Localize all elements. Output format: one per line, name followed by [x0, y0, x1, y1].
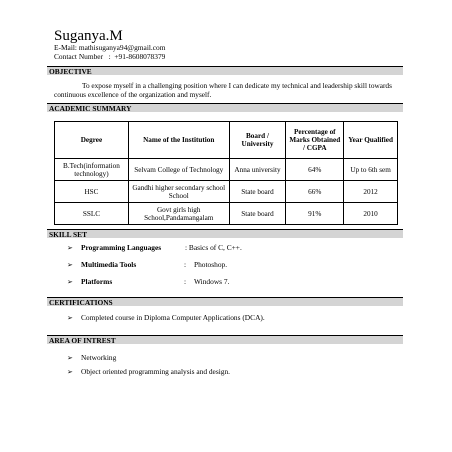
interest-text: Networking	[81, 353, 117, 362]
arrow-bullet-icon: ➢	[67, 261, 73, 269]
skill-separator: :	[184, 260, 187, 269]
contact-label: Contact Number	[54, 51, 104, 61]
cell-institution: Gandhi higher secondary school School	[128, 181, 229, 203]
phone-row	[54, 53, 166, 62]
cell-degree: SSLC	[55, 203, 129, 225]
cell-year: 2010	[344, 203, 398, 225]
section-header-interest: AREA OF INTREST	[47, 335, 403, 344]
cell-year: Up to 6th sem	[344, 159, 398, 181]
arrow-bullet-icon: ➢	[67, 314, 73, 322]
certification-text: Completed course in Diploma Computer Applications (DCA).	[81, 313, 265, 322]
email-value[interactable]: mathisuganya94@gmail.com	[78, 43, 166, 52]
certifications-list	[67, 313, 397, 325]
list-item	[67, 313, 265, 323]
header-board: Board / University	[229, 122, 286, 159]
table-row	[55, 203, 398, 225]
list-item	[67, 260, 228, 270]
cell-percentage: 66%	[286, 181, 344, 203]
list-item	[67, 243, 242, 253]
section-header-academic: ACADEMIC SUMMARY	[47, 103, 403, 112]
interest-list	[67, 353, 397, 383]
cell-board: Anna university	[229, 159, 286, 181]
arrow-bullet-icon: ➢	[67, 244, 73, 252]
skill-label: Multimedia Tools	[81, 260, 137, 269]
cell-institution: Selvam College of Technology	[128, 159, 229, 181]
skill-label: Platforms	[81, 277, 113, 286]
cell-degree: B.Tech(information technology)	[55, 159, 129, 181]
section-header-certifications: CERTIFICATIONS	[47, 297, 403, 306]
cell-institution: Govt girls high School,Pandamangalam	[128, 203, 229, 225]
interest-text: Object oriented programming analysis and design.	[81, 367, 231, 376]
skill-value: Windows 7.	[194, 277, 230, 286]
section-header-skills: SKILL SET	[47, 229, 403, 238]
header-percentage: Percentage of Marks Obtained / CGPA	[286, 122, 344, 159]
list-item	[67, 353, 116, 363]
email-label: E-Mail:	[54, 43, 79, 52]
contact-value: +91-8608078379	[114, 51, 166, 61]
skill-value: Photoshop.	[194, 260, 228, 269]
arrow-bullet-icon: ➢	[67, 368, 73, 376]
skills-list	[67, 243, 397, 291]
academic-table	[54, 121, 398, 225]
skill-label: Programming Languages	[81, 243, 162, 252]
table-row	[55, 181, 398, 203]
cell-percentage: 91%	[286, 203, 344, 225]
objective-text: To expose myself in a challenging position where I can dedicate my technical and leadership skill towards continuous excellence of the organization and myself.	[54, 81, 392, 99]
table-row	[55, 159, 398, 181]
header-year: Year Qualified	[344, 122, 398, 159]
candidate-name: Suganya.M	[54, 28, 123, 44]
cell-percentage: 64%	[286, 159, 344, 181]
list-item	[67, 367, 230, 377]
header-institution: Name of the Institution	[128, 122, 229, 159]
skill-separator: :	[185, 243, 188, 252]
skill-value: : Basics of C, C++.	[185, 243, 242, 252]
cell-board: State board	[229, 181, 286, 203]
arrow-bullet-icon: ➢	[67, 354, 73, 362]
section-header-objective: OBJECTIVE	[47, 66, 403, 75]
table-header-row	[55, 122, 398, 159]
contact-block	[54, 44, 166, 61]
header-degree: Degree	[55, 122, 129, 159]
cell-board: State board	[229, 203, 286, 225]
skill-separator: :	[184, 277, 187, 286]
cell-degree: HSC	[55, 181, 129, 203]
cell-year: 2012	[344, 181, 398, 203]
contact-separator: :	[103, 51, 115, 61]
list-item	[67, 277, 230, 287]
arrow-bullet-icon: ➢	[67, 278, 73, 286]
